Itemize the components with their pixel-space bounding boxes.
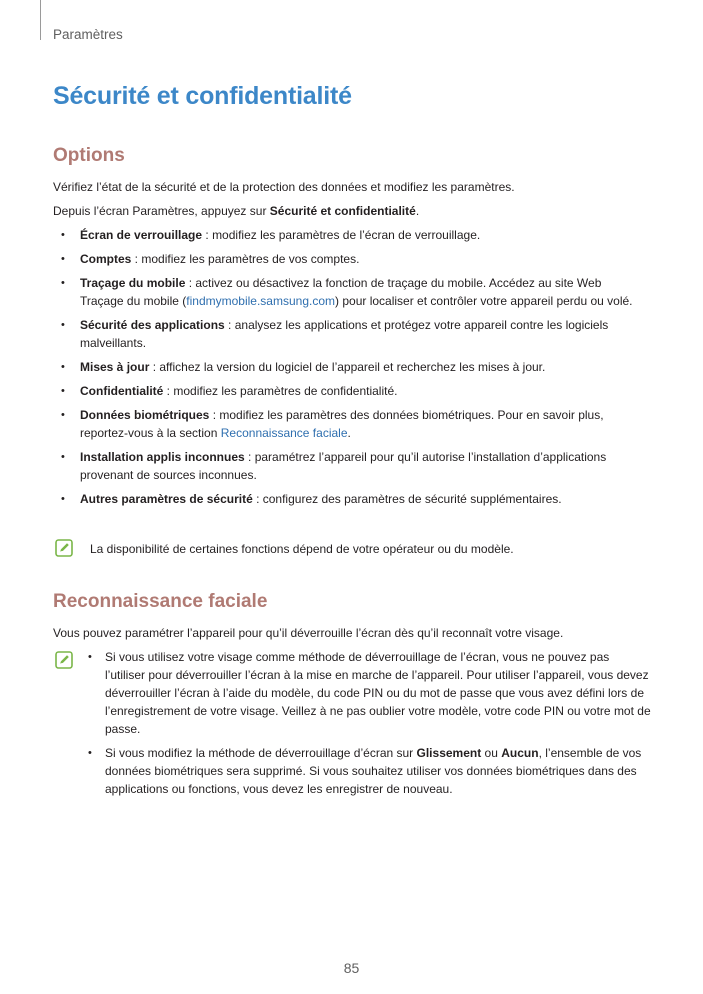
item-text: : configurez des paramètres de sécurité supplémentaires.	[252, 492, 562, 506]
face-note-1: Si vous utilisez votre visage comme méthode de déverrouillage de l’écran, vous ne pouvez pas l’utiliser pour déverrouiller l’écran à la mise en marche de l’appareil. Pour utiliser l’appareil, vous devez déverrouiller l’écran à l’aide du modèle, du code PIN ou du mot de passe que vous avez défini lors de l’enregistrement de votre visage. Veillez à ne pas oublier votre modèle, votre code PIN ou votre mot de passe.	[105, 650, 651, 736]
list-item	[53, 358, 643, 376]
item-text: : analysez les applications et protégez votre appareil contre les logiciels malveillants.	[80, 318, 609, 350]
options-instruction	[53, 202, 419, 220]
page-number: 85	[343, 960, 360, 976]
item-bold: Installation applis inconnues	[80, 450, 245, 464]
bullet-glyph: •	[61, 253, 65, 265]
list-item	[53, 406, 643, 442]
page-corner-rule	[40, 0, 41, 40]
bullet-glyph: •	[88, 747, 92, 759]
running-header: Paramètres	[53, 27, 123, 42]
list-item	[80, 648, 652, 738]
face-note-2d: , l’ensemble de vos données biométriques sera supprimé. Si vous souhaitez utiliser vos données biométriques dans des applications ou fonctions, vous devez les enregistrer de nouveau.	[105, 746, 642, 796]
instruction-bold: Sécurité et confidentialité	[269, 204, 416, 218]
options-list	[53, 226, 643, 514]
note-icon	[55, 539, 73, 557]
list-item	[53, 226, 643, 244]
face-note-2-bold-2: Aucun	[501, 746, 539, 760]
item-bold: Données biométriques	[80, 408, 210, 422]
item-bold: Comptes	[80, 252, 132, 266]
item-text: : modifiez les paramètres de vos comptes.	[131, 252, 360, 266]
item-text: : modifiez les paramètres de l’écran de verrouillage.	[202, 228, 481, 242]
item-text-after: ) pour localiser et contrôler votre appareil perdu ou volé.	[335, 294, 633, 308]
item-text: : modifiez les paramètres des données biométriques. Pour en savoir plus, reportez-vous à la section	[80, 408, 604, 440]
item-text-after: .	[347, 426, 351, 440]
face-note-2a: Si vous modifiez la méthode de déverrouillage d’écran sur	[105, 746, 417, 760]
face-note-2-bold-1: Glissement	[416, 746, 482, 760]
face-recognition-heading: Reconnaissance faciale	[53, 591, 268, 612]
item-bold: Écran de verrouillage	[80, 228, 203, 242]
bullet-glyph: •	[61, 277, 65, 289]
instruction-prefix: Depuis l’écran Paramètres, appuyez sur	[53, 204, 270, 218]
page-title: Sécurité et confidentialité	[53, 82, 352, 110]
list-item	[53, 250, 643, 268]
face-intro: Vous pouvez paramétrer l’appareil pour qu’il déverrouille l’écran dès qu’il reconnaît votre visage.	[53, 626, 564, 640]
item-text: : affichez la version du logiciel de l’appareil et recherchez les mises à jour.	[149, 360, 546, 374]
bullet-glyph: •	[61, 361, 65, 373]
bullet-glyph: •	[61, 319, 65, 331]
list-item	[53, 316, 643, 352]
face-note-2c: ou	[481, 746, 502, 760]
item-text: : modifiez les paramètres de confidentialité.	[163, 384, 398, 398]
options-heading: Options	[53, 145, 125, 166]
list-item	[53, 274, 643, 310]
bullet-glyph: •	[61, 409, 65, 421]
item-text: : activez ou désactivez la fonction de traçage du mobile. Accédez au site Web Traçage du mobile (	[80, 276, 602, 308]
availability-note: La disponibilité de certaines fonctions dépend de votre opérateur ou du modèle.	[90, 542, 514, 556]
item-bold: Traçage du mobile	[80, 276, 186, 290]
bullet-glyph: •	[61, 493, 65, 505]
list-item	[53, 448, 643, 484]
findmymobile-link[interactable]: findmymobile.samsung.com	[186, 294, 336, 308]
reconnaissance-faciale-link[interactable]: Reconnaissance faciale	[220, 426, 348, 440]
instruction-suffix: .	[415, 204, 420, 218]
options-intro: Vérifiez l’état de la sécurité et de la protection des données et modifiez les paramètres.	[53, 180, 515, 194]
list-item	[53, 382, 643, 400]
list-item	[53, 490, 643, 508]
bullet-glyph: •	[61, 229, 65, 241]
list-item	[80, 744, 652, 798]
note-icon	[55, 651, 73, 669]
item-bold: Sécurité des applications	[80, 318, 225, 332]
item-bold: Mises à jour	[80, 360, 150, 374]
bullet-glyph: •	[61, 451, 65, 463]
face-notes	[80, 648, 652, 804]
item-bold: Confidentialité	[80, 384, 164, 398]
item-text: : paramétrez l’appareil pour qu’il autorise l’installation d’applications provenant de sources inconnues.	[80, 450, 607, 482]
item-bold: Autres paramètres de sécurité	[80, 492, 253, 506]
bullet-glyph: •	[61, 385, 65, 397]
bullet-glyph: •	[88, 651, 92, 663]
